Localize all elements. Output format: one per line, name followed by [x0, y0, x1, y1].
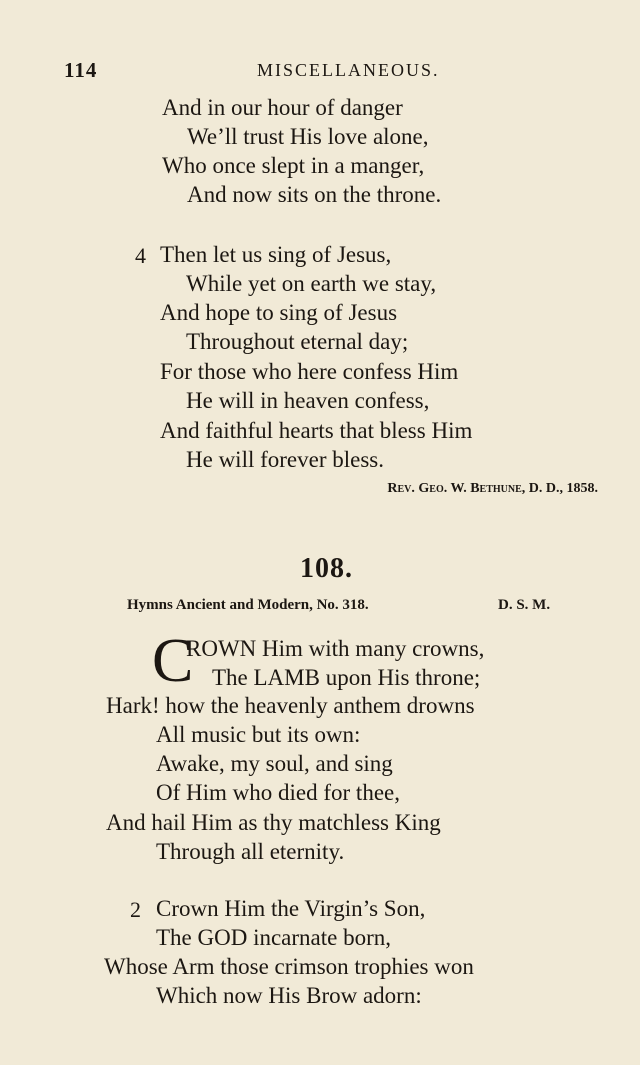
verse-line: And hail Him as thy matchless King: [106, 810, 441, 835]
section-title: MISCELLANEOUS.: [257, 60, 440, 80]
verse-line: While yet on earth we stay,: [186, 271, 437, 296]
verse-line: And in our hour of danger: [162, 95, 403, 120]
verse-line: Whose Arm those crimson trophies won: [104, 954, 474, 979]
verse-line: And hope to sing of Jesus: [160, 300, 398, 325]
verse-line: ROWN Him with many crowns,: [186, 636, 485, 661]
verse-line: The LAMB upon His throne;: [212, 665, 481, 690]
drop-cap: C: [152, 627, 194, 695]
verse-line: We’ll trust His love alone,: [187, 124, 429, 149]
author-attribution: Rev. Geo. W. Bethune, D. D., 1858.: [387, 481, 598, 496]
verse-line: For those who here confess Him: [160, 359, 459, 384]
verse-line: Hark! how the heavenly anthem drowns: [106, 693, 475, 718]
verse-line: Crown Him the Virgin’s Son,: [156, 896, 426, 921]
verse-line: Of Him who died for thee,: [156, 780, 400, 805]
verse-line: Through all eternity.: [156, 839, 345, 864]
verse-line: Awake, my soul, and sing: [156, 751, 393, 776]
page-number: 114: [64, 58, 98, 82]
verse-line: All music but its own:: [156, 722, 361, 747]
tune-source: Hymns Ancient and Modern, No. 318.: [127, 597, 369, 613]
verse-line: The GOD incarnate born,: [156, 925, 392, 950]
verse-line: He will forever bless.: [186, 447, 384, 472]
verse-line: Which now His Brow adorn:: [156, 983, 422, 1008]
verse-line: Who once slept in a manger,: [162, 153, 425, 178]
verse-number: 2: [130, 897, 141, 922]
verse-line: Then let us sing of Jesus,: [160, 242, 392, 267]
verse-line: And now sits on the throne.: [187, 182, 442, 207]
verse-line: Throughout eternal day;: [186, 329, 409, 354]
verse-number: 4: [135, 243, 146, 268]
hymn-number: 108.: [300, 553, 353, 584]
meter: D. S. M.: [498, 597, 551, 613]
verse-line: And faithful hearts that bless Him: [160, 418, 473, 443]
verse-line: He will in heaven confess,: [186, 388, 430, 413]
